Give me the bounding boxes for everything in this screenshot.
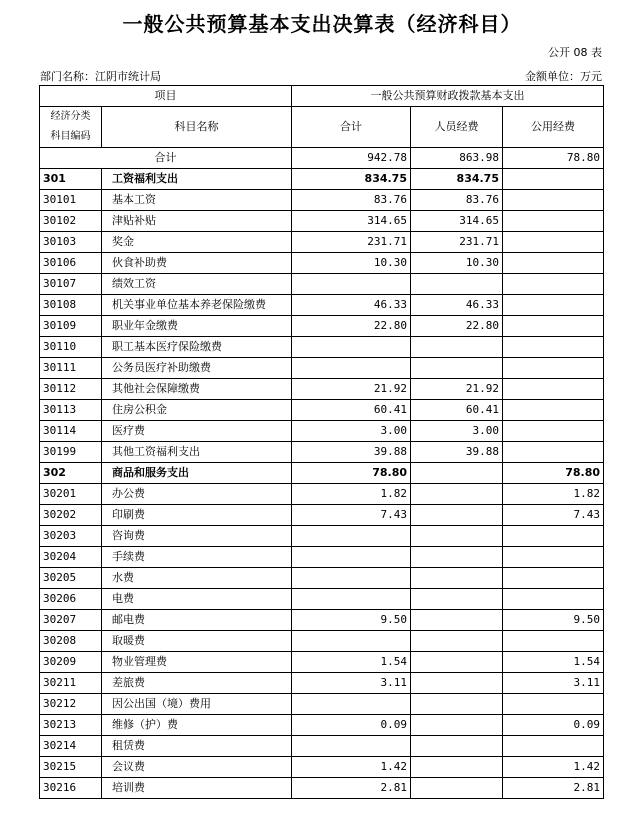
row-personnel: 39.88 — [411, 442, 503, 463]
row-personnel — [411, 589, 503, 610]
row-code: 30207 — [40, 610, 102, 631]
row-personnel: 314.65 — [411, 211, 503, 232]
amount-unit: 金额单位：万元 — [525, 70, 602, 83]
row-public: 78.80 — [503, 463, 604, 484]
row-total: 39.88 — [292, 442, 411, 463]
row-total: 1.54 — [292, 652, 411, 673]
row-total: 3.11 — [292, 673, 411, 694]
row-total: 1.42 — [292, 757, 411, 778]
row-total — [292, 631, 411, 652]
row-name: 电费 — [102, 589, 292, 610]
row-total: 21.92 — [292, 379, 411, 400]
row-total: 834.75 — [292, 169, 411, 190]
row-code: 30101 — [40, 190, 102, 211]
row-total: 10.30 — [292, 253, 411, 274]
table-row — [40, 421, 604, 442]
row-name: 机关事业单位基本养老保险缴费 — [102, 295, 292, 316]
row-name: 工资福利支出 — [102, 169, 292, 190]
table-row — [40, 379, 604, 400]
row-code: 30107 — [40, 274, 102, 295]
table-row — [40, 253, 604, 274]
table-row — [40, 778, 604, 799]
row-name: 手续费 — [102, 547, 292, 568]
row-personnel — [411, 673, 503, 694]
row-code: 30214 — [40, 736, 102, 757]
row-code: 30212 — [40, 694, 102, 715]
row-code: 30114 — [40, 421, 102, 442]
table-row — [40, 337, 604, 358]
row-public: 2.81 — [503, 778, 604, 799]
row-personnel: 3.00 — [411, 421, 503, 442]
total-personnel: 863.98 — [411, 148, 503, 169]
row-personnel: 10.30 — [411, 253, 503, 274]
row-name: 绩效工资 — [102, 274, 292, 295]
row-name: 职工基本医疗保险缴费 — [102, 337, 292, 358]
row-total — [292, 274, 411, 295]
header-public: 公用经费 — [503, 107, 604, 148]
row-name: 伙食补助费 — [102, 253, 292, 274]
row-total — [292, 358, 411, 379]
table-row — [40, 232, 604, 253]
row-code: 30109 — [40, 316, 102, 337]
row-total: 0.09 — [292, 715, 411, 736]
row-personnel — [411, 568, 503, 589]
row-total — [292, 337, 411, 358]
row-public — [503, 589, 604, 610]
row-total — [292, 568, 411, 589]
row-public: 1.82 — [503, 484, 604, 505]
row-personnel — [411, 610, 503, 631]
table-row — [40, 505, 604, 526]
row-total: 46.33 — [292, 295, 411, 316]
row-personnel — [411, 652, 503, 673]
row-name: 基本工资 — [102, 190, 292, 211]
total-amount: 942.78 — [292, 148, 411, 169]
row-public — [503, 736, 604, 757]
table-row — [40, 673, 604, 694]
row-personnel — [411, 694, 503, 715]
row-personnel: 83.76 — [411, 190, 503, 211]
header-code: 经济分类 科目编码 — [40, 107, 102, 148]
row-personnel — [411, 463, 503, 484]
table-row — [40, 715, 604, 736]
row-name: 因公出国（境）费用 — [102, 694, 292, 715]
header-total: 合计 — [292, 107, 411, 148]
row-total: 3.00 — [292, 421, 411, 442]
row-code: 30199 — [40, 442, 102, 463]
row-total: 78.80 — [292, 463, 411, 484]
row-public — [503, 526, 604, 547]
row-total: 231.71 — [292, 232, 411, 253]
total-public: 78.80 — [503, 148, 604, 169]
row-name: 办公费 — [102, 484, 292, 505]
row-total — [292, 736, 411, 757]
row-public: 7.43 — [503, 505, 604, 526]
row-name: 咨询费 — [102, 526, 292, 547]
table-row — [40, 169, 604, 190]
row-code: 30202 — [40, 505, 102, 526]
row-public — [503, 295, 604, 316]
row-name: 医疗费 — [102, 421, 292, 442]
row-public: 3.11 — [503, 673, 604, 694]
row-personnel — [411, 715, 503, 736]
total-row — [40, 148, 604, 169]
row-code: 30112 — [40, 379, 102, 400]
row-total — [292, 547, 411, 568]
row-public — [503, 316, 604, 337]
row-personnel — [411, 736, 503, 757]
row-personnel: 22.80 — [411, 316, 503, 337]
row-code: 30113 — [40, 400, 102, 421]
table-row — [40, 400, 604, 421]
table-row — [40, 631, 604, 652]
row-public: 0.09 — [503, 715, 604, 736]
row-code: 30110 — [40, 337, 102, 358]
row-name: 公务员医疗补助缴费 — [102, 358, 292, 379]
row-code: 301 — [40, 169, 102, 190]
row-personnel: 834.75 — [411, 169, 503, 190]
row-public: 1.42 — [503, 757, 604, 778]
row-total — [292, 694, 411, 715]
row-public — [503, 253, 604, 274]
header-row-top — [40, 86, 604, 107]
table-row — [40, 589, 604, 610]
row-code: 30209 — [40, 652, 102, 673]
row-name: 差旅费 — [102, 673, 292, 694]
header-item: 项目 — [40, 86, 292, 107]
row-name: 水费 — [102, 568, 292, 589]
table-row — [40, 526, 604, 547]
row-personnel — [411, 337, 503, 358]
row-name: 物业管理费 — [102, 652, 292, 673]
row-name: 商品和服务支出 — [102, 463, 292, 484]
row-name: 印刷费 — [102, 505, 292, 526]
row-code: 30213 — [40, 715, 102, 736]
form-number: 公开 08 表 — [548, 46, 602, 59]
row-code: 30206 — [40, 589, 102, 610]
row-public — [503, 190, 604, 211]
row-public — [503, 358, 604, 379]
row-total: 7.43 — [292, 505, 411, 526]
row-code: 30205 — [40, 568, 102, 589]
row-public — [503, 631, 604, 652]
row-total — [292, 589, 411, 610]
row-name: 租赁费 — [102, 736, 292, 757]
table-row — [40, 547, 604, 568]
table-row — [40, 484, 604, 505]
department-name: 部门名称：江阴市统计局 — [40, 70, 161, 83]
row-personnel — [411, 547, 503, 568]
table-row — [40, 736, 604, 757]
row-code: 30108 — [40, 295, 102, 316]
row-personnel — [411, 631, 503, 652]
row-personnel — [411, 358, 503, 379]
table-row — [40, 757, 604, 778]
expenditure-table — [39, 85, 604, 799]
row-total: 2.81 — [292, 778, 411, 799]
row-code: 30208 — [40, 631, 102, 652]
row-public — [503, 379, 604, 400]
row-code: 30204 — [40, 547, 102, 568]
row-public — [503, 421, 604, 442]
row-public — [503, 274, 604, 295]
row-code: 30103 — [40, 232, 102, 253]
row-public — [503, 211, 604, 232]
row-total — [292, 526, 411, 547]
row-code: 30106 — [40, 253, 102, 274]
row-personnel — [411, 484, 503, 505]
table-row — [40, 190, 604, 211]
table-row — [40, 211, 604, 232]
table-row — [40, 316, 604, 337]
row-personnel: 21.92 — [411, 379, 503, 400]
row-code: 30216 — [40, 778, 102, 799]
total-label: 合计 — [40, 148, 292, 169]
row-public — [503, 337, 604, 358]
row-name: 其他工资福利支出 — [102, 442, 292, 463]
table-row — [40, 442, 604, 463]
table-row — [40, 274, 604, 295]
table-row — [40, 652, 604, 673]
row-personnel — [411, 778, 503, 799]
table-row — [40, 358, 604, 379]
row-total: 60.41 — [292, 400, 411, 421]
row-personnel: 60.41 — [411, 400, 503, 421]
row-code: 30215 — [40, 757, 102, 778]
row-public — [503, 232, 604, 253]
row-name: 职业年金缴费 — [102, 316, 292, 337]
row-code: 30111 — [40, 358, 102, 379]
row-name: 会议费 — [102, 757, 292, 778]
row-public: 9.50 — [503, 610, 604, 631]
row-name: 奖金 — [102, 232, 292, 253]
row-code: 302 — [40, 463, 102, 484]
row-public — [503, 694, 604, 715]
row-code: 30201 — [40, 484, 102, 505]
row-personnel — [411, 505, 503, 526]
row-public: 1.54 — [503, 652, 604, 673]
row-personnel — [411, 757, 503, 778]
row-total: 22.80 — [292, 316, 411, 337]
row-name: 津贴补贴 — [102, 211, 292, 232]
header-row-sub — [40, 107, 604, 148]
row-public — [503, 568, 604, 589]
row-personnel: 231.71 — [411, 232, 503, 253]
row-personnel: 46.33 — [411, 295, 503, 316]
row-name: 其他社会保障缴费 — [102, 379, 292, 400]
row-name: 邮电费 — [102, 610, 292, 631]
table-row — [40, 463, 604, 484]
header-personnel: 人员经费 — [411, 107, 503, 148]
row-name: 培训费 — [102, 778, 292, 799]
table-row — [40, 694, 604, 715]
row-code: 30102 — [40, 211, 102, 232]
table-row — [40, 610, 604, 631]
row-public — [503, 400, 604, 421]
header-budget-group: 一般公共预算财政拨款基本支出 — [292, 86, 604, 107]
row-personnel — [411, 274, 503, 295]
row-personnel — [411, 526, 503, 547]
header-name: 科目名称 — [102, 107, 292, 148]
row-code: 30211 — [40, 673, 102, 694]
row-total: 83.76 — [292, 190, 411, 211]
row-name: 维修（护）费 — [102, 715, 292, 736]
table-row — [40, 295, 604, 316]
row-name: 取暖费 — [102, 631, 292, 652]
row-total: 1.82 — [292, 484, 411, 505]
row-name: 住房公积金 — [102, 400, 292, 421]
table-row — [40, 568, 604, 589]
row-total: 9.50 — [292, 610, 411, 631]
row-total: 314.65 — [292, 211, 411, 232]
row-code: 30203 — [40, 526, 102, 547]
row-public — [503, 442, 604, 463]
row-public — [503, 547, 604, 568]
page-title: 一般公共预算基本支出决算表（经济科目） — [122, 12, 522, 36]
row-public — [503, 169, 604, 190]
